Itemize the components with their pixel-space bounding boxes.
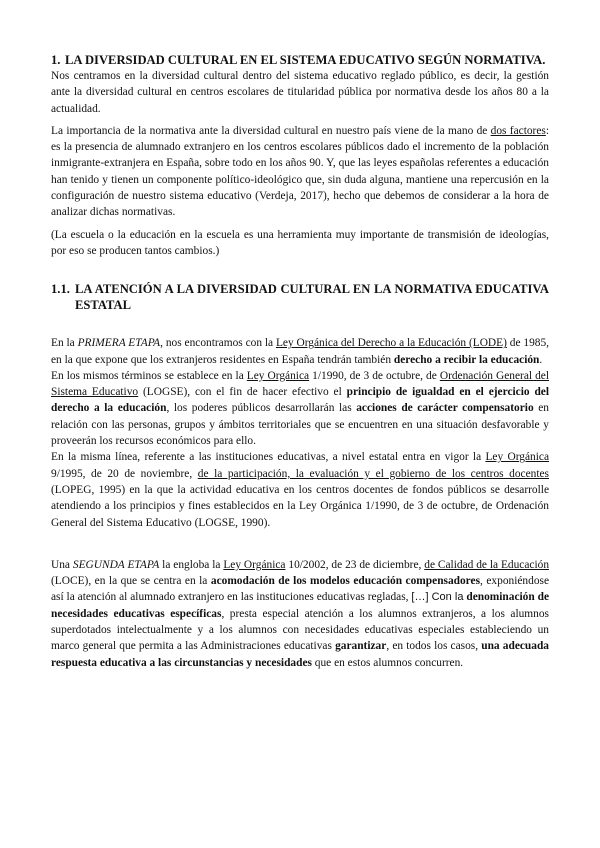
paragraph-text: en relación con las personas, grupos y ámbitos territoriales que se encuentren en una situación desfavorable y proveerán los recursos económicos para ello. xyxy=(51,402,549,448)
section-1-1-number: 1.1. xyxy=(51,282,70,297)
paragraph-text: , los poderes públicos desarrollarán las xyxy=(166,402,357,415)
first-stage-paragraph xyxy=(51,335,549,368)
two-factors-underline: dos factores xyxy=(490,124,546,137)
adequate-response-bold: una adecuada respuesta educativa a las circunstancias y necesidades xyxy=(51,640,549,669)
paragraph-text: (LOPEG, 1995) en la que la actividad educativa en los centros docentes de fondos públicos se desarrolle atendiendo a los principios y fines establecidos en la Ley Orgánica 1/1990, de 3 de octubre, de Ordenación General del Sistema Educativo (LOGSE, 1990). xyxy=(51,483,549,529)
paragraph-text: , presta especial atención a los alumnos extranjeros, a los alumnos superdotados intelectualmente y a los alumnos con necesidades educativas especiales estableciendo un marco general que permita a las Administraciones educativas xyxy=(51,607,549,653)
paragraph-text: de 1985, en la que expone que los extranjeros residentes en España tendrán también xyxy=(51,337,549,366)
document-page xyxy=(51,48,549,671)
participation-underline: de la participación, la evaluación y el gobierno de los centros docentes xyxy=(197,467,549,480)
lopeg-paragraph xyxy=(51,449,549,530)
paragraph-text: : es la presencia de alumnado extranjero en los centros escolares públicos dado el incremento de la población inmigrante-extranjera en España, sobre todo en los años 90. Y, que las leyes españolas referentes a educación han tenido y tienen un componente político-ideológico que, sin duda alguna, mantiene una repercusión en la configuración de nuestro sistema educativo (Verdeja, 2017), hecho que debemos de considerar a la hora de analizar dichas normativas. xyxy=(51,124,550,219)
specific-needs-bold: denominación de necesidades educativas específicas xyxy=(51,591,549,620)
compensatory-models-bold: acomodación de los modelos educación compensadores xyxy=(210,575,481,588)
ley-organica-underline: Ley Orgánica xyxy=(246,369,310,382)
paragraph-text: 9/1995, de 20 de noviembre, xyxy=(51,467,198,480)
section-1-paragraph-3: (La escuela o la educación en la escuela es una herramienta muy importante de transmisión de ideologías, por eso se producen tantos cambios.) xyxy=(51,228,549,257)
section-1-paragraph-1: Nos centramos en la diversidad cultural dentro del sistema educativo reglado público, es decir, la gestión ante la diversidad cultural en centros escolares de titularidad pública por normativa desde los años 80 a la actualidad. xyxy=(51,70,549,115)
paragraph-text: que en estos alumnos concurren. xyxy=(311,656,464,669)
lode-underline: Ley Orgánica del Derecho a la Educación (LODE) xyxy=(275,337,507,350)
ley-organica-underline: Ley Orgánica xyxy=(223,558,286,571)
section-1-1-heading xyxy=(51,281,549,313)
section-1-1-title: LA ATENCIÓN A LA DIVERSIDAD CULTURAL EN LA NORMATIVA EDUCATIVA ESTATAL xyxy=(75,282,549,313)
compensatory-actions-bold: acciones de carácter compensatorio xyxy=(356,402,534,415)
paragraph-text: (LOGSE), con el fin de hacer efectivo el xyxy=(138,386,347,399)
paragraph-text: , nos encontramos con la xyxy=(160,337,276,350)
paragraph-text: La importancia de la normativa ante la diversidad cultural en nuestro país viene de la mano de xyxy=(51,124,491,137)
logse-paragraph xyxy=(51,368,549,449)
ley-organica-underline: Ley Orgánica xyxy=(485,451,550,464)
paragraph-text: , en todos los casos, xyxy=(386,640,482,653)
second-stage-paragraph xyxy=(51,557,549,671)
right-to-education-bold: derecho a recibir la educación xyxy=(393,353,540,366)
section-1-number: 1. xyxy=(51,53,61,67)
section-1-paragraph-2 xyxy=(51,123,549,221)
paragraph-text: En los mismos términos se establece en la xyxy=(51,369,247,382)
quote-text: […] Con la xyxy=(411,591,464,604)
paragraph-text: En la misma línea, referente a las instituciones educativas, a nivel estatal entra en vigor la xyxy=(51,451,486,464)
paragraph-text: Una xyxy=(51,558,73,571)
section-1-title: LA DIVERSIDAD CULTURAL EN EL SISTEMA EDUCATIVO SEGÚN NORMATIVA. xyxy=(65,53,546,67)
paragraph-text: 1/1990, de 3 de octubre, de xyxy=(309,369,440,382)
paragraph-text: . xyxy=(539,353,543,366)
paragraph-text: 10/2002, de 23 de diciembre, xyxy=(285,558,425,571)
paragraph-text: (LOCE), en la que se centra en la xyxy=(51,575,211,588)
second-stage-italic: SEGUNDA ETAPA xyxy=(72,558,160,571)
first-stage-italic: PRIMERA ETAPA xyxy=(77,337,161,350)
equality-principle-bold: principio de igualdad en el ejercicio del derecho a la educación xyxy=(51,386,549,415)
paragraph-text: la engloba la xyxy=(159,558,224,571)
ordenacion-general-underline: Ordenación General del Sistema Educativo xyxy=(51,369,550,399)
paragraph-text: , exponiéndose así la atención al alumnado extranjero en las instituciones educativas regladas, xyxy=(51,575,550,604)
guarantee-bold: garantizar xyxy=(335,640,387,653)
section-1-heading xyxy=(51,52,549,68)
paragraph-text: En la xyxy=(51,337,78,350)
calidad-educacion-underline: de Calidad de la Educación xyxy=(424,558,550,571)
